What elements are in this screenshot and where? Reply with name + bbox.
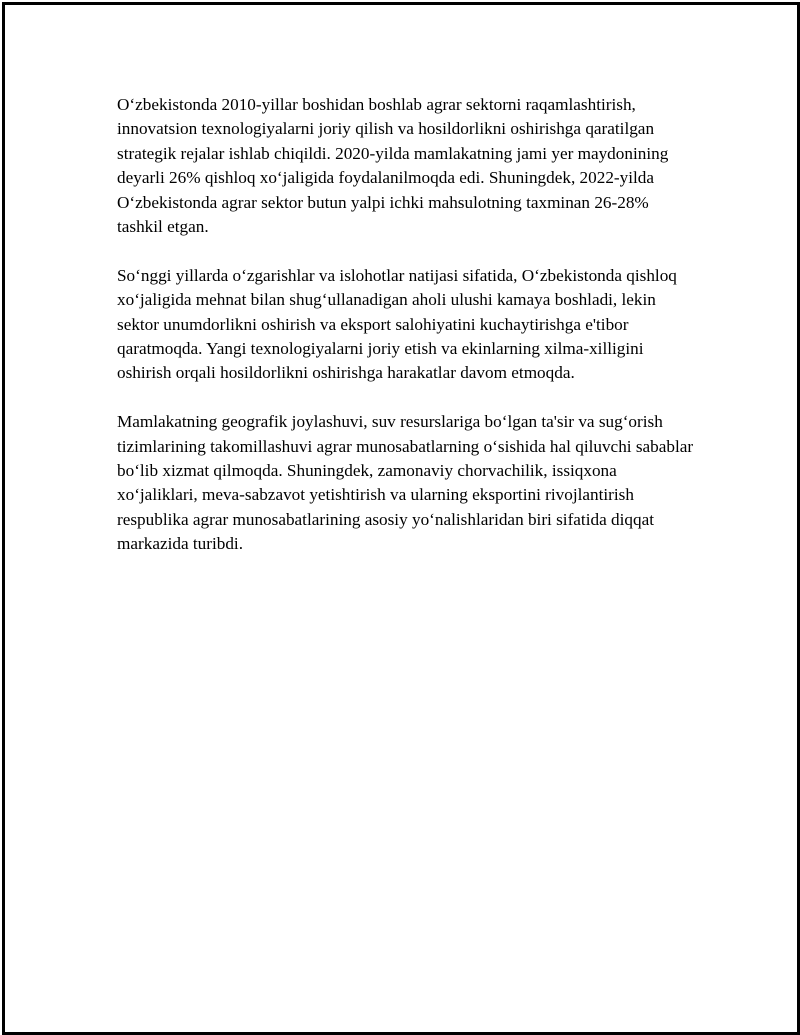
document-body [117,93,697,581]
paragraph-3: Mamlakatning geografik joylashuvi, suv resurslariga bo‘lgan ta'sir va sug‘orish tizimlarining takomillashuvi agrar munosabatlarning o‘sishida hal qiluvchi sabablar bo‘lib xizmat qilmoqda. Shuningdek, zamonaviy chorvachilik, issiqxona xo‘jaliklari, meva-sabzavot yetishtirish va ularning eksportini rivojlantirish respublika agrar munosabatlarining asosiy yo‘nalishlaridan biri sifatida diqqat markazida turibdi. [117,412,694,554]
paragraph-1: O‘zbekistonda 2010-yillar boshidan boshlab agrar sektorni raqamlashtirish, innovatsion texnologiyalarni joriy qilish va hosildorlikni oshirishga qaratilgan strategik rejalar ishlab chiqildi. 2020-yilda mamlakatning jami yer maydonining deyarli 26% qishloq xo‘jaligida foydalanilmoqda edi. Shuningdek, 2022-yilda O‘zbekistonda agrar sektor butun yalpi ichki mahsulotning taxminan 26-28% tashkil etgan. [117,95,669,237]
paragraph-2: So‘nggi yillarda o‘zgarishlar va islohotlar natijasi sifatida, O‘zbekistonda qishloq xo‘jaligida mehnat bilan shug‘ullanadigan aholi ulushi kamaya boshladi, lekin sektor unumdorlikni oshirish va eksport salohiyatini kuchaytirishga e'tibor qaratmoqda. Yangi texnologiyalarni joriy etish va ekinlarning xilma-xilligini oshirish orqali hosildorlikni oshirishga harakatlar davom etmoqda. [117,265,677,383]
